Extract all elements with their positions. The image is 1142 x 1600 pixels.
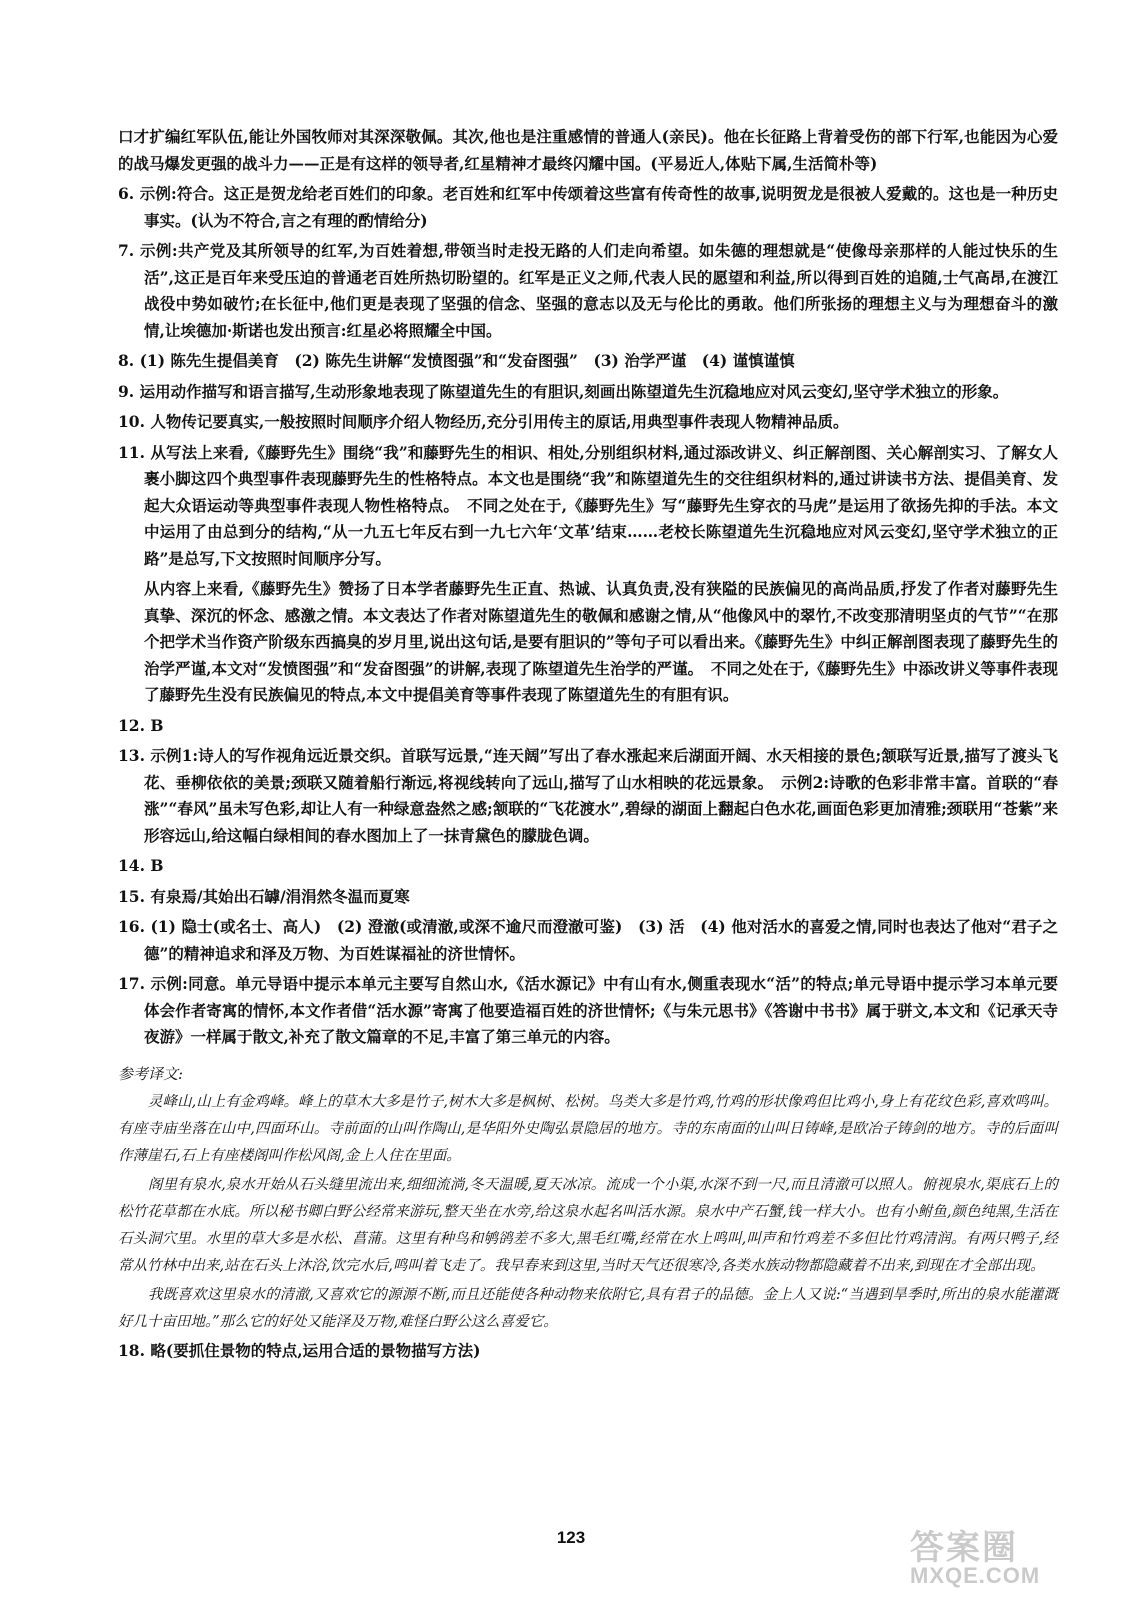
answer-9: 9. 运用动作描写和语言描写,生动形象地表现了陈望道先生的有胆识,刻画出陈望道先生沉稳地应对风云变幻,坚守学术独立的形象。	[118, 381, 1009, 401]
answer-page	[118, 124, 1058, 1369]
answer-15: 15. 有泉焉/其始出石罅/涓涓然冬温而夏寒	[118, 886, 410, 906]
translation-paragraph-1: 灵峰山,山上有金鸡峰。峰上的草木大多是竹子,树木大多是枫树、松树。鸟类大多是竹鸡,竹鸡的形状像鸡但比鸡小,身上有花纹色彩,喜欢鸣叫。有座寺庙坐落在山中,四面环山。寺前面的山叫作陶山,是华阳外史陶弘景隐居的地方。寺的东南面的山叫日铸峰,是欧冶子铸剑的地方。寺的后面叫作薄崖石,石上有座楼阁叫作松风阁,金上人住在里面。	[118, 1094, 1058, 1164]
answer-14: 14. B	[118, 856, 164, 875]
answer-5-continued: 口才扩编红军队伍,能让外国牧师对其深深敬佩。其次,他也是注重感情的普通人(亲民)。他在长征路上背着受伤的部下行军,也能因为心爱的战马爆发更强的战斗力——正是有这样的领导者,红星精神才最终闪耀中国。(平易近人,体贴下属,生活简朴等)	[118, 127, 1058, 173]
watermark-logo-text: 答案圈	[910, 1528, 1018, 1568]
answer-13: 13. 示例1:诗人的写作视角远近景交织。首联写远景,“连天阔”写出了春水涨起来后湖面开阔、水天相接的景色;颔联写近景,描写了渡头飞花、垂柳依依的美景;颈联又随着船行渐远,将视线转向了远山,描写了山水相映的花远景象。 示例2:诗歌的色彩非常丰富。首联的“春涨”“春风”虽未写色彩,却让人有一种绿意盎然之感;颔联的“飞花渡水”,碧绿的湖面上翻起白色水花,画面色彩更加清雅;颈联用“苍紫”来形容远山,给这幅白绿相间的春水图加上了一抹青黛色的朦胧色调。	[118, 746, 1058, 845]
answer-16: 16. (1) 隐士(或名士、高人) (2) 澄澈(或清澈,或深不逾尺而澄澈可鉴) (3) 活 (4) 他对活水的喜爱之情,同时也表达了他对“君子之德”的精神追求和泽及万物、为百姓谋福祉的济世情怀。	[118, 917, 1058, 963]
answer-7: 7. 示例:共产党及其所领导的红军,为百姓着想,带领当时走投无路的人们走向希望。如朱德的理想就是“使像母亲那样的人能过快乐的生活”,这正是百年来受压迫的普通老百姓所热切盼望的。红军是正义之师,代表人民的愿望和利益,所以得到百姓的追随,士气高昂,在渡江战役中势如破竹;在长征中,他们更是表现了坚强的信念、坚强的意志以及无与伦比的勇敢。他们所张扬的理想主义与为理想奋斗的激情,让埃德加·斯诺也发出预言:红星必将照耀全中国。	[118, 241, 1058, 340]
translation-paragraph-2: 阁里有泉水,泉水开始从石头缝里流出来,细细流淌,冬天温暖,夏天冰凉。流成一个小渠,水深不到一尺,而且清澈可以照人。俯视泉水,渠底石上的松竹花草都在水底。所以秘书卿白野公经常来游玩,整天坐在水旁,给这泉水起名叫活水源。泉水中产石蟹,钱一样大小。也有小鲋鱼,颜色纯黑,生活在石头洞穴里。水里的草大多是水松、菖蒲。这里有种鸟和鸲鹆差不多大,黑毛红嘴,经常在水上鸣叫,叫声和竹鸡差不多但比竹鸡清润。有两只鸭子,经常从竹林中出来,站在石头上沐浴,饮完水后,鸣叫着飞走了。我早春来到这里,当时天气还很寒冷,各类水族动物都隐藏着不出来,到现在才全部出现。	[118, 1177, 1058, 1274]
answer-10: 10. 人物传记要真实,一般按照时间顺序介绍人物经历,充分引用传主的原话,用典型事件表现人物精神品质。	[118, 412, 849, 431]
answer-18: 18. 略(要抓住景物的特点,运用合适的景物描写方法)	[118, 1341, 481, 1360]
answer-8: 8. (1) 陈先生提倡美育 (2) 陈先生讲解“发愤图强”和“发奋图强” (3) 治学严谨 (4) 谨慎谨慎	[118, 351, 795, 370]
answer-12: 12. B	[118, 715, 164, 735]
watermark-url: MXQE.COM	[910, 1563, 1041, 1588]
page-number: 123	[556, 1528, 586, 1547]
answer-6: 6. 示例:符合。这正是贺龙给老百姓们的印象。老百姓和红军中传颂着这些富有传奇性的故事,说明贺龙是很被人爱戴的。这也是一种历史事实。(认为不符合,言之有理的酌情给分)	[118, 184, 1058, 230]
translation-paragraph-3: 我既喜欢这里泉水的清澈,又喜欢它的源源不断,而且还能使各种动物来依附它,具有君子的品德。金上人又说:“当遇到旱季时,所出的泉水能灌溉好几十亩田地。”那么它的好处又能泽及万物,难怪白野公这么喜爱它。	[118, 1287, 1058, 1330]
watermark-logo	[910, 1520, 1120, 1588]
answer-17: 17. 示例:同意。单元导语中提示本单元主要写自然山水,《活水源记》中有山有水,侧重表现水“活”的特点;单元导语中提示学习本单元要体会作者寄寓的情怀,本文作者借“活水源”寄寓了他要造福百姓的济世情怀;《与朱元思书》《答谢中书书》属于骈文,本文和《记承天寺夜游》一样属于散文,补充了散文篇章的不足,丰富了第三单元的内容。	[118, 974, 1058, 1046]
answer-11: 11. 从写法上来看,《藤野先生》围绕“我”和藤野先生的相识、相处,分别组织材料,通过添改讲义、纠正解剖图、关心解剖实习、了解女人裹小脚这四个典型事件表现藤野先生的性格特点。本文也是围绕“我”和陈望道先生的交往组织材料的,通过讲读书方法、提倡美育、发起大众语运动等典型事件表现人物性格特点。 不同之处在于,《藤野先生》写“藤野先生穿衣的马虎”是运用了欲扬先抑的手法。本文中运用了由总到分的结构,“从一九五七年反右到一九七六年‘文革’结束……老校长陈望道先生沉稳地应对风云变幻,坚守学术独立的正路”是总写,下文按照时间顺序分写。	[118, 442, 1058, 568]
reference-translation-title: 参考译文:	[118, 1064, 184, 1083]
answer-11-content: 从内容上来看,《藤野先生》赞扬了日本学者藤野先生正直、热诚、认真负责,没有狭隘的民族偏见的高尚品质,抒发了作者对藤野先生真挚、深沉的怀念、感激之情。本文表达了作者对陈望道先生的敬佩和感谢之情,从“他像风中的翠竹,不改变那清明坚贞的气节”“在那个把学术当作资产阶级东西搞臭的岁月里,说出这句话,是要有胆识的”等句子可以看出来。《藤野先生》中纠正解剖图表现了藤野先生的治学严谨,本文对“发愤图强”和“发奋图强”的讲解,表现了陈望道先生治学的严谨。 不同之处在于,《藤野先生》中添改讲义等事件表现了藤野先生没有民族偏见的特点,本文中提倡美育等事件表现了陈望道先生的有胆有识。	[144, 579, 1058, 704]
